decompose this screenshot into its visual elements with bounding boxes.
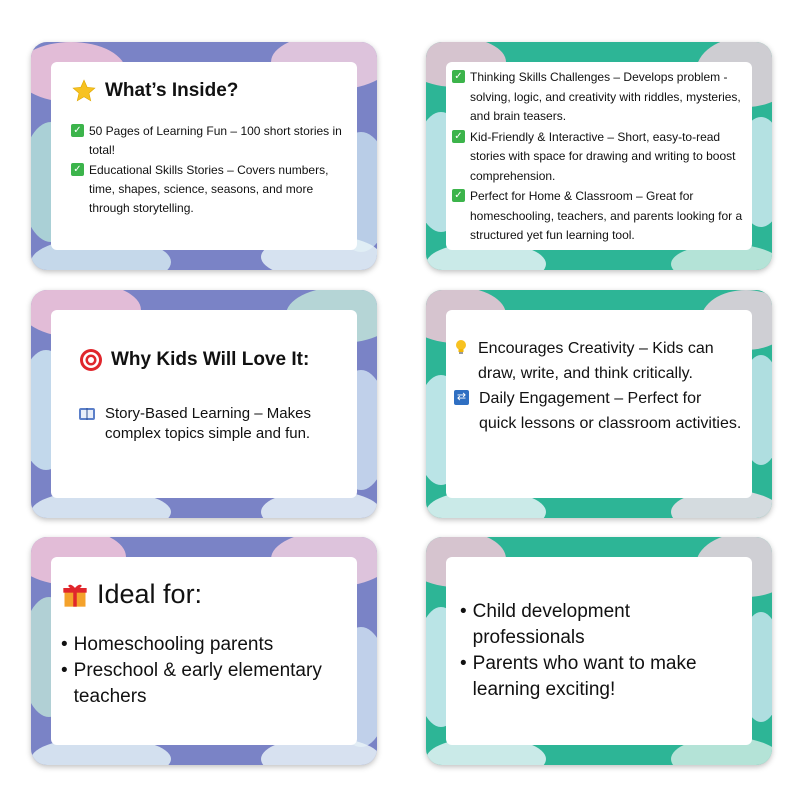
- card-title: Why Kids Will Love It:: [111, 349, 310, 370]
- list-item: ✓ Kid-Friendly & Interactive – Short, easy-to-read stories with space for drawing and writing to boost comprehension.: [452, 128, 746, 187]
- list-item: Story-Based Learning – Makes complex topics simple and fun.: [79, 404, 349, 444]
- list-item: ✓ 50 Pages of Learning Fun – 100 short stories in total!: [71, 122, 345, 160]
- feature-list: [79, 404, 349, 444]
- card-title: What’s Inside?: [105, 80, 239, 101]
- list-item: • Homeschooling parents: [61, 634, 274, 655]
- ideal-for-card: [31, 537, 377, 765]
- title-row: [71, 78, 345, 104]
- target-icon: [79, 348, 103, 372]
- title-row: [79, 348, 349, 372]
- whats-inside-card: [31, 42, 377, 270]
- light-bulb-icon: [454, 339, 468, 355]
- list-item: ⇄ Daily Engagement – Perfect for quick lessons or classroom activities.: [454, 386, 742, 436]
- card-panel: [51, 557, 357, 745]
- check-icon: ✓: [452, 130, 465, 143]
- check-icon: ✓: [452, 70, 465, 83]
- sync-icon: ⇄: [454, 390, 469, 405]
- card-panel: [446, 62, 752, 250]
- card-title: Ideal for:: [97, 579, 203, 609]
- star-icon: [71, 78, 97, 104]
- list-item: ✓ Perfect for Home & Classroom – Great for homeschooling, teachers, and parents looking for a structured yet fun learning tool.: [452, 187, 746, 246]
- list-item: ✓ Thinking Skills Challenges – Develops problem -solving, logic, and creativity with riddles, mysteries, and brain teasers.: [452, 68, 746, 127]
- list-item: • Parents who want to make learning exciting!: [460, 653, 697, 700]
- creativity-card: [426, 290, 772, 518]
- skills-card: [426, 42, 772, 270]
- feature-list: [452, 68, 746, 246]
- check-icon: ✓: [71, 163, 84, 176]
- audience-list: [61, 632, 347, 710]
- gift-icon: [61, 581, 89, 609]
- list-item: Encourages Creativity – Kids can draw, write, and think critically.: [454, 336, 742, 386]
- check-icon: ✓: [71, 124, 84, 137]
- card-panel: [446, 557, 752, 745]
- card-panel: [51, 62, 357, 250]
- feature-list: [71, 122, 345, 218]
- audience-list: [460, 599, 742, 703]
- card-panel: [446, 310, 752, 498]
- list-item: ✓ Educational Skills Stories – Covers numbers, time, shapes, science, seasons, and more through storytelling.: [71, 161, 345, 218]
- why-kids-love-it-card: [31, 290, 377, 518]
- title-row: [61, 579, 347, 610]
- check-icon: ✓: [452, 189, 465, 202]
- card-panel: [51, 310, 357, 498]
- audience-card: [426, 537, 772, 765]
- list-item: • Preschool & early elementary teachers: [61, 660, 322, 707]
- book-icon: [79, 408, 95, 420]
- list-item: • Child development professionals: [460, 601, 631, 648]
- feature-list: [454, 336, 742, 436]
